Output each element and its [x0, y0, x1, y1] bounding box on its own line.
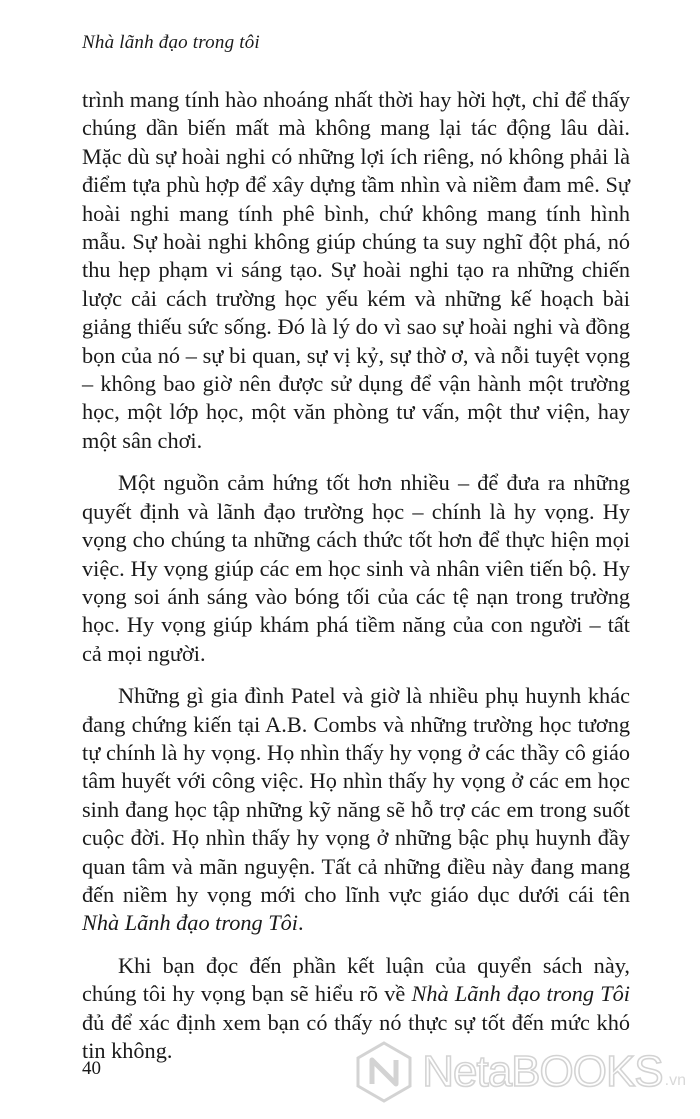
- watermark-tld: .vn: [664, 1072, 686, 1089]
- paragraph-2: [82, 469, 630, 668]
- paragraph-1-text: trình mang tính hào nhoáng nhất thời hay hời hợt, chỉ để thấy chúng dần biến mất mà không mang lại tác động lâu dài. Mặc dù sự hoài nghi có những lợi ích riêng, nó không phải là điểm tựa phù hợp để xây dựng tầm nhìn và niềm đam mê. Sự hoài nghi mang tính phê bình, chứ không mang tính hình mẫu. Sự hoài nghi không giúp chúng ta suy nghĩ đột phá, nó thu hẹp phạm vi sáng tạo. Sự hoài nghi tạo ra những chiến lược cải cách trường học yếu kém và những kế hoạch bài giảng thiếu sức sống. Đó là lý do vì sao sự hoài nghi và đồng bọn của nó – sự bi quan, sự vị kỷ, sự thờ ơ, và nỗi tuyệt vọng – không bao giờ nên được sử dụng để vận hành một trường học, một lớp học, một văn phòng tư vấn, một thư viện, hay một sân chơi.: [82, 87, 630, 453]
- paragraph-4-end: đủ để xác định xem bạn có thấy nó thực sự tốt đến mức khó tin không.: [82, 1009, 630, 1063]
- paragraph-3-end: .: [298, 910, 304, 936]
- running-head: Nhà lãnh đạo trong tôi: [82, 32, 260, 53]
- paragraph-4-text: Khi bạn đọc đến phần kết luận của quyển sách này, chúng tôi hy vọng bạn sẽ hiểu rõ về: [82, 952, 630, 1007]
- paragraph-1: [82, 86, 630, 455]
- body-text: [82, 86, 630, 1079]
- book-title-italic: Nhà Lãnh đạo trong Tôi: [82, 910, 298, 936]
- page-number: 40: [82, 1058, 101, 1079]
- watermark: [352, 1040, 686, 1104]
- netabooks-logo-icon: [352, 1040, 416, 1104]
- paragraph-3: [82, 682, 630, 938]
- book-title-italic: Nhà Lãnh đạo trong Tôi: [411, 981, 630, 1007]
- watermark-brand: NetaBOOKS: [422, 1047, 663, 1096]
- paragraph-2-text: Một nguồn cảm hứng tốt hơn nhiều – để đưa ra những quyết định và lãnh đạo trường học – chính là hy vọng. Hy vọng cho chúng ta những cách thức tốt hơn để thực hiện mọi việc. Hy vọng giúp các em học sinh và nhân viên tiến bộ. Hy vọng soi ánh sáng vào bóng tối của các tệ nạn trong trường học. Hy vọng giúp khám phá tiềm năng của con người – tất cả mọi người.: [82, 470, 630, 666]
- paragraph-3-text: Những gì gia đình Patel và giờ là nhiều phụ huynh khác đang chứng kiến tại A.B. Combs và những trường học tương tự chính là hy vọng. Họ nhìn thấy hy vọng ở các thầy cô giáo tâm huyết với công việc. Họ nhìn thấy hy vọng ở các em học sinh đang học tập những kỹ năng sẽ hỗ trợ các em trong suốt cuộc đời. Họ nhìn thấy hy vọng ở những bậc phụ huynh đầy quan tâm và mãn nguyện. Tất cả những điều này đang mang đến niềm hy vọng mới cho lĩnh vực giáo dục dưới cái tên: [82, 683, 630, 907]
